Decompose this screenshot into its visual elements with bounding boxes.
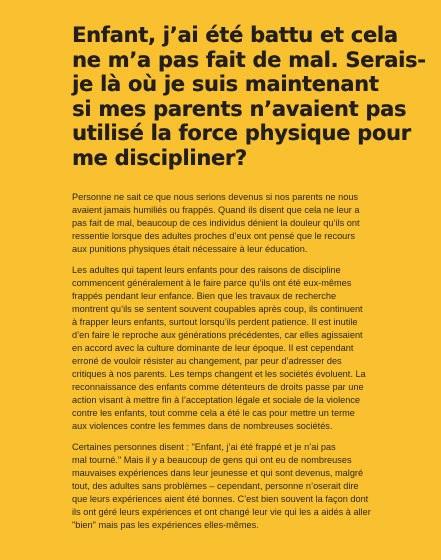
headline-line: me discipliner?: [72, 145, 247, 171]
paragraph-2: [72, 264, 395, 433]
text-line: avaient jamais humiliés ou frappés. Quand ils disent que cela ne leur a: [72, 205, 360, 215]
paragraph-3: [72, 441, 395, 532]
text-line: à frapper leurs enfants, surtout lorsqu’ils perdent patience. Il est inutile: [72, 317, 358, 327]
text-line: en accord avec la culture dominante de leur époque. Il est cependant: [72, 343, 354, 353]
text-line: pas fait de mal, beaucoup de ces individus dénient la douleur qu’ils ont: [72, 218, 360, 228]
text-line: tout, des adultes sans problèmes – cependant, personne n’oserait dire: [72, 481, 359, 491]
paragraph-1: [72, 191, 395, 256]
text-line: aux punitions physiques était nécessaire à leur éducation.: [72, 244, 308, 254]
text-line: Personne ne sait ce que nous serions devenus si nos parents ne nous: [72, 192, 359, 202]
text-line: Les adultes qui tapent leurs enfants pour des raisons de discipline: [72, 265, 341, 275]
headline: [72, 23, 426, 171]
text-line: aux violences contre les femmes dans de nombreuses sociétés.: [72, 421, 333, 431]
headline-line: si mes parents n’avaient pas: [72, 96, 407, 122]
text-line: erroné de vouloir résister au changement, par peur d’adresser des: [72, 356, 342, 366]
text-line: frappés pendant leur enfance. Bien que les travaux de recherche: [72, 291, 337, 301]
text-line: ressentie lorsque des adultes proches d’eux ont pensé que le recours: [72, 231, 355, 241]
headline-line: utilisé la force physique pour: [72, 121, 411, 146]
text-line: d’en faire le reproche aux générations précédentes, car elles agissaient: [72, 330, 363, 340]
text-line: action visant à mettre fin à l’acceptation légale et sociale de la violence: [72, 395, 361, 405]
text-line: ils ont géré leurs expériences et ont changé leur vie qui les a aidés à aller: [72, 507, 371, 517]
text-line: contre les enfants, tout comme cela a été le cas pour mettre un terme: [72, 408, 355, 418]
text-line: Certaines personnes disent : "Enfant, j’ai été frappé et je n’ai pas: [72, 442, 336, 452]
text-line: reconnaissance des enfants comme détenteurs de droits passe par une: [72, 382, 364, 392]
headline-line: Enfant, j’ai été battu et cela: [72, 23, 398, 48]
headline-line: je là où je suis maintenant: [72, 72, 379, 97]
text-line: critiques à nos parents. Les temps changent et les sociétés évoluent. La: [72, 369, 366, 379]
text-line: montrent qu’ils se sentent souvent coupables après coup, ils continuent: [72, 304, 363, 314]
text-line: mal tourné." Mais il y a beaucoup de gens qui ont eu de nombreuses: [72, 455, 352, 465]
text-line: commencent généralement à le faire parce qu’ils ont été eux-mêmes: [72, 278, 352, 288]
text-line: "bien" mais pas les expériences elles-mêmes.: [72, 520, 259, 530]
headline-line: ne m’a pas fait de mal. Serais-: [72, 47, 426, 73]
text-line: mauvaises expériences dans leur jeunesse et qui sont devenus, malgré: [72, 468, 364, 478]
text-line: que leurs expériences aient été bonnes. C’est bien souvent la façon dont: [72, 494, 369, 504]
